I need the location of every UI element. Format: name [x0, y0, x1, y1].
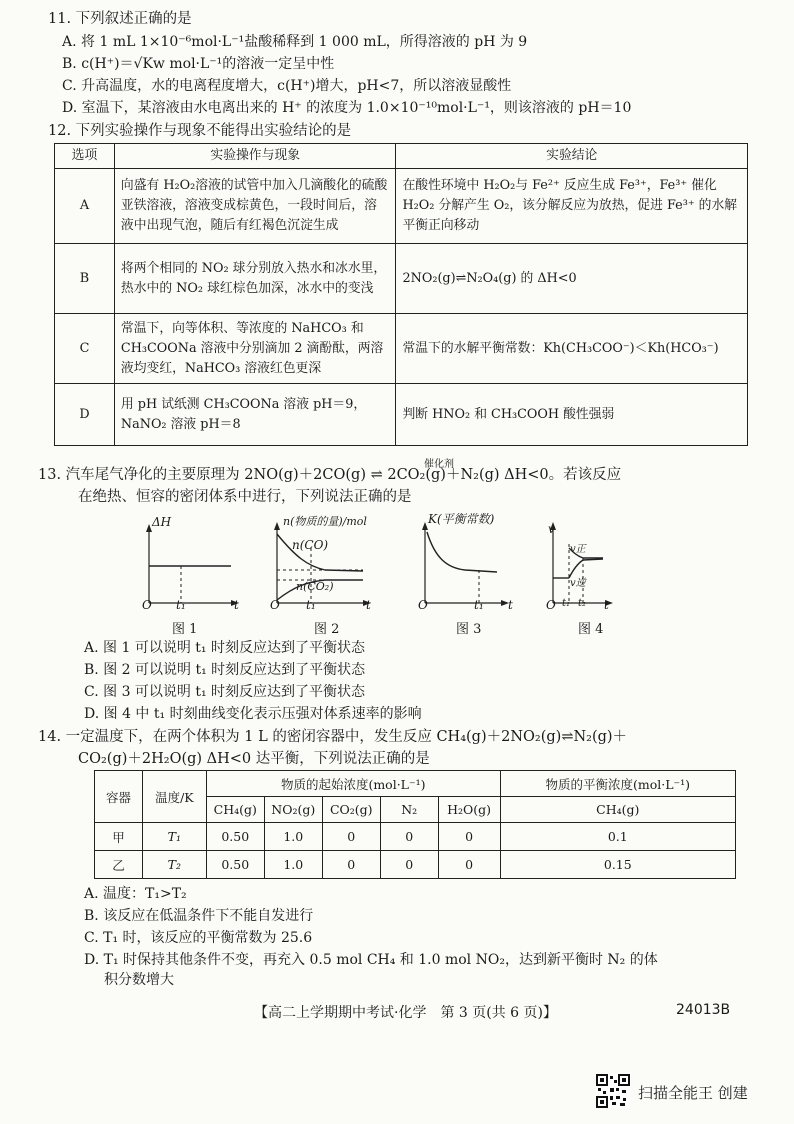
q12-row-a-option: A	[55, 169, 115, 244]
q14-species-h2o: H₂O(g)	[438, 797, 500, 823]
q14-header-initial: 物质的起始浓度(mol·L⁻¹)	[206, 771, 500, 797]
fig3-caption: 图 3	[456, 622, 482, 637]
fig4-ylabel: v	[548, 522, 555, 536]
fig3-t1: t₁	[474, 598, 484, 612]
q11-option-d: D. 室温下，某溶液由水电离出来的 H⁺ 的浓度为 1.0×10⁻¹⁰mol·L⁻¹，则该溶液的 pH＝10	[62, 100, 632, 116]
table-cell: 1.0	[264, 823, 322, 851]
q13-option-a: A. 图 1 可以说明 t₁ 时刻反应达到了平衡状态	[84, 640, 365, 656]
q14-species-co2: CO₂(g)	[322, 797, 380, 823]
q12-row-b-option: B	[55, 244, 115, 314]
table-cell: 0	[380, 823, 438, 851]
q14-option-d-line2: 积分数增大	[104, 972, 174, 988]
figure-2	[274, 522, 371, 606]
q14-option-a: A. 温度：T₁>T₂	[84, 886, 187, 902]
q12-row-b-operation: 将两个相同的 NO₂ 球分别放入热水和冰水里，热水中的 NO₂ 球红棕色加深，冰水中的变浅	[114, 244, 396, 314]
fig4-origin: O	[546, 598, 556, 612]
q12-row-a-conclusion: 在酸性环境中 H₂O₂与 Fe²⁺ 反应生成 Fe³⁺，Fe³⁺ 催化 H₂O₂ 分解产生 O₂，该分解反应为放热，促进 Fe³⁺ 的水解平衡正向移动	[396, 169, 748, 244]
q11-option-c: C. 升高温度，水的电离程度增大，c(H⁺)增大，pH<7，所以溶液显酸性	[62, 78, 512, 94]
fig1-t1: t₁	[176, 598, 186, 612]
q13-option-c: C. 图 3 可以说明 t₁ 时刻反应达到了平衡状态	[84, 684, 366, 700]
q12-header-option: 选项	[55, 144, 115, 169]
q14-stem-line1: 14. 一定温度下，在两个体积为 1 L 的密闭容器中，发生反应 CH₄(g)＋2NO₂(g)⇌N₂(g)＋	[38, 729, 628, 745]
q14-header-temp: 温度/K	[142, 771, 206, 823]
q12-row-b-conclusion: 2NO₂(g)⇌N₂O₄(g) 的 ΔH<0	[396, 244, 748, 314]
q14-species-no2: NO₂(g)	[264, 797, 322, 823]
q14-row1-eq: 0.1	[500, 823, 735, 851]
q12-row-c-option: C	[55, 314, 115, 384]
scanner-credit: 扫描全能王 创建	[638, 1084, 748, 1102]
q14-row1-container: 甲	[95, 823, 143, 851]
q14-row1-temp: T₁	[142, 823, 206, 851]
fig4-t2: t₂	[578, 598, 587, 609]
q14-option-c: C. T₁ 时，该反应的平衡常数为 25.6	[84, 930, 313, 946]
q12-row-d-operation: 用 pH 试纸测 CH₃COONa 溶液 pH＝9，NaNO₂ 溶液 pH＝8	[114, 384, 396, 446]
fig2-t: t	[366, 598, 371, 612]
fig1-caption: 图 1	[172, 622, 198, 637]
q12-row-a-operation: 向盛有 H₂O₂溶液的试管中加入几滴酸化的硫酸亚铁溶液，溶液变成棕黄色，一段时间后，溶液中出现气泡，随后有红褐色沉淀生成	[114, 169, 396, 244]
q14-stem-line2: CO₂(g)＋2H₂O(g) ΔH<0 达平衡，下列说法正确的是	[78, 751, 430, 767]
fig2-t1: t₁	[306, 598, 316, 612]
q14-table	[94, 770, 736, 879]
fig2-co2-label: n(CO₂)	[296, 580, 334, 593]
q12-row-c-operation: 常温下，向等体积、等浓度的 NaHCO₃ 和 CH₃COONa 溶液中分别滴加 2 滴酚酞，两溶液均变红，NaHCO₃ 溶液红色更深	[114, 314, 396, 384]
q13-stem-line1: 13. 汽车尾气净化的主要原理为 2NO(g)＋2CO(g) ⇌ 2CO₂(g)＋N₂(g) ΔH<0。若该反应	[38, 467, 622, 483]
q11-option-a: A. 将 1 mL 1×10⁻⁶mol·L⁻¹盐酸稀释到 1 000 mL，所得溶液的 pH 为 9	[62, 34, 528, 50]
q14-row2-container: 乙	[95, 851, 143, 879]
table-cell: 0	[438, 823, 500, 851]
q13-option-d: D. 图 4 中 t₁ 时刻曲线变化表示压强对体系速率的影响	[84, 706, 422, 722]
q14-header-equilibrium: 物质的平衡浓度(mol·L⁻¹)	[500, 771, 735, 797]
q14-row2-eq: 0.15	[500, 851, 735, 879]
fig4-t: t	[604, 598, 609, 612]
table-cell: 0	[438, 851, 500, 879]
q12-stem: 12. 下列实验操作与现象不能得出实验结论的是	[48, 123, 352, 139]
q14-header-container: 容器	[95, 771, 143, 823]
q14-option-d-line1: D. T₁ 时保持其他条件不变，再充入 0.5 mol CH₄ 和 1.0 mol NO₂，达到新平衡时 N₂ 的体	[84, 952, 658, 968]
q13-stem-line2: 在绝热、恒容的密闭体系中进行，下列说法正确的是	[78, 489, 412, 505]
q13-option-b: B. 图 2 可以说明 t₁ 时刻反应达到了平衡状态	[84, 662, 366, 678]
fig4-caption: 图 4	[578, 622, 604, 637]
table-cell: 0	[322, 823, 380, 851]
q14-species-ch4: CH₄(g)	[206, 797, 264, 823]
table-cell: 1.0	[264, 851, 322, 879]
table-cell: 0	[322, 851, 380, 879]
fig3-ylabel: K(平衡常数)	[428, 512, 495, 526]
exam-code: 24013B	[676, 1002, 731, 1018]
fig4-t1: t₁	[562, 598, 571, 609]
q12-header-operation: 实验操作与现象	[114, 144, 396, 169]
fig2-co-label: n(CO)	[292, 538, 329, 552]
fig2-ylabel: n(物质的量)/mol	[283, 515, 367, 528]
q11-option-b: B. c(H⁺)＝√Kw mol·L⁻¹的溶液一定呈中性	[62, 56, 335, 72]
fig2-caption: 图 2	[314, 622, 340, 637]
q12-table	[54, 143, 748, 446]
q14-species-n2: N₂	[380, 797, 438, 823]
qr-code-icon	[596, 1074, 630, 1108]
q14-row2-temp: T₂	[142, 851, 206, 879]
table-cell: 0.50	[206, 823, 264, 851]
q12-row-c-conclusion: 常温下的水解平衡常数：Kh(CH₃COO⁻)＜Kh(HCO₃⁻)	[396, 314, 748, 384]
q14-option-b: B. 该反应在低温条件下不能自发进行	[84, 908, 314, 924]
q13-figures	[135, 508, 615, 638]
figure-1	[146, 524, 239, 606]
q14-eq-species: CH₄(g)	[500, 797, 735, 823]
fig3-t: t	[508, 598, 513, 612]
fig1-ylabel: ΔH	[152, 515, 172, 529]
fig3-origin: O	[418, 598, 428, 612]
q12-row-d-option: D	[55, 384, 115, 446]
q11-stem: 11. 下列叙述正确的是	[48, 11, 192, 27]
q12-row-d-conclusion: 判断 HNO₂ 和 CH₃COOH 酸性强弱	[396, 384, 748, 446]
fig1-origin: O	[142, 598, 152, 612]
fig4-vf-label: v正	[570, 544, 586, 555]
q13-catalyst-label: 催化剂	[424, 459, 454, 470]
figure-3	[422, 522, 509, 606]
fig4-vr-label: v逆	[570, 578, 586, 589]
fig1-t: t	[234, 598, 239, 612]
table-cell: 0	[380, 851, 438, 879]
table-cell: 0.50	[206, 851, 264, 879]
q12-header-conclusion: 实验结论	[396, 144, 748, 169]
figure-4	[550, 522, 613, 606]
page-footer: 【高二上学期期中考试·化学 第 3 页(共 6 页)】	[254, 1005, 557, 1021]
fig2-origin: O	[270, 598, 280, 612]
